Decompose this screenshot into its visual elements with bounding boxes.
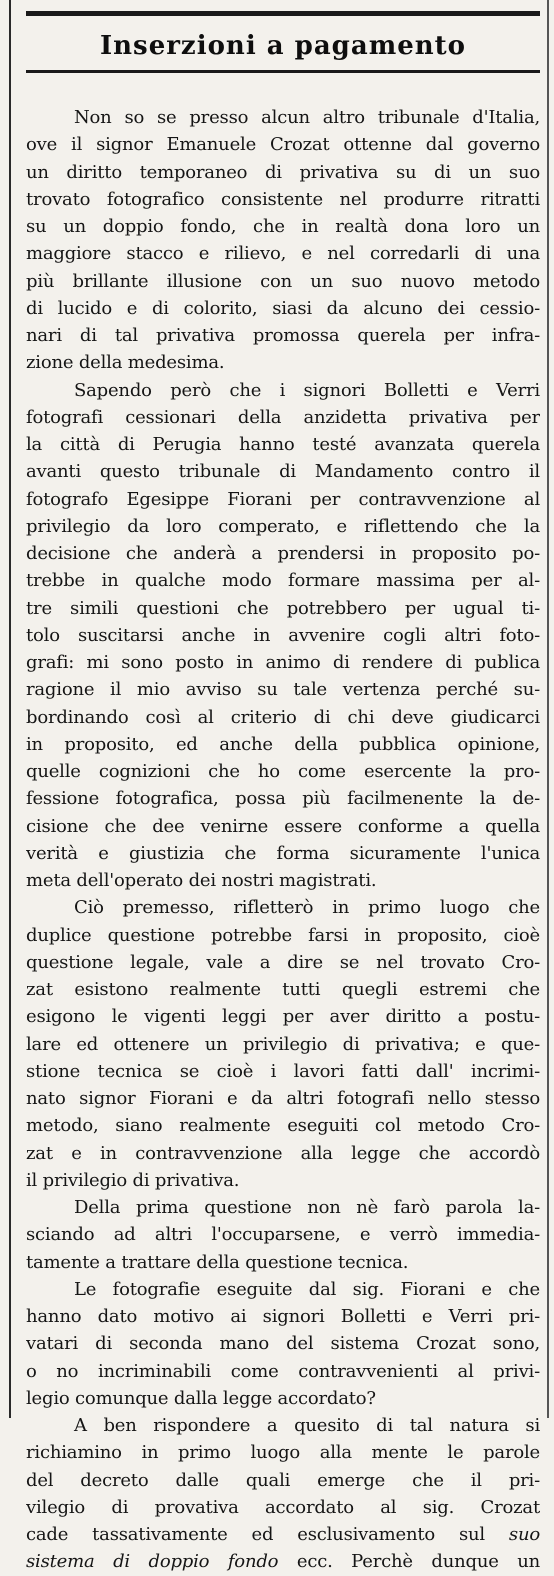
text-segment: maggiore stacco e rilievo, e nel corredarli di una bbox=[26, 243, 540, 265]
text-segment: meta dell'operato dei nostri magistrati. bbox=[26, 870, 377, 891]
text-line bbox=[26, 1494, 540, 1521]
text-line bbox=[26, 1140, 540, 1167]
text-segment: ove il signor Emanuele Crozat ottenne dal governo bbox=[26, 134, 540, 156]
text-line bbox=[26, 1085, 540, 1112]
column-rule-right bbox=[547, 0, 549, 1418]
text-segment: nari di tal privativa promossa querela per infra- bbox=[26, 325, 540, 346]
text-segment: Le fotografie eseguite dal sig. Fiorani e che bbox=[74, 1278, 540, 1300]
text-line bbox=[26, 322, 540, 349]
text-line bbox=[26, 1276, 540, 1303]
text-segment: tolo suscitarsi anche in avvenire cogli altri foto- bbox=[26, 624, 540, 646]
text-segment: nato signor Fiorani e da altri fotografi nello stesso bbox=[26, 1088, 540, 1109]
text-line bbox=[26, 1058, 540, 1085]
text-line bbox=[26, 1548, 540, 1575]
text-segment: metodo, siano realmente eseguiti col metodo Cro- bbox=[26, 1115, 540, 1137]
text-line bbox=[26, 976, 540, 1003]
text-segment: avanti questo tribunale di Mandamento contro il bbox=[26, 461, 540, 483]
text-segment: questione legale, vale a dire se nel trovato Cro- bbox=[26, 951, 540, 973]
text-segment: zat esistono realmente tutti quegli estremi che bbox=[26, 979, 540, 1000]
text-line bbox=[26, 1412, 540, 1439]
text-line bbox=[26, 731, 540, 758]
text-segment: la città di Perugia hanno testé avanzata querela bbox=[26, 434, 540, 455]
text-line bbox=[26, 1439, 540, 1466]
text-segment: fotografi cessionari della anzidetta privativa per bbox=[26, 406, 540, 428]
text-line bbox=[26, 377, 540, 404]
text-line bbox=[26, 867, 540, 894]
text-segment: bordinando così al criterio di chi deve giudicarci bbox=[26, 706, 540, 728]
text-line bbox=[26, 1330, 540, 1357]
text-segment: tre simili questioni che potrebbero per ugual ti- bbox=[26, 597, 540, 619]
column-rule-left bbox=[9, 0, 11, 1418]
text-segment: un diritto temporaneo di privativa su di un suo bbox=[26, 161, 540, 183]
text-segment: il privilegio di privativa. bbox=[26, 1169, 240, 1191]
text-line bbox=[26, 159, 540, 186]
text-line bbox=[26, 949, 540, 976]
text-line bbox=[26, 894, 540, 921]
text-line bbox=[26, 1303, 540, 1330]
text-segment: richiamino in primo luogo alla mente le parole bbox=[26, 1442, 540, 1464]
text-line bbox=[26, 486, 540, 513]
text-segment: Non so se presso alcun altro tribunale d'Italia, bbox=[74, 107, 540, 128]
text-segment: verità e giustizia che forma sicuramente l'unica bbox=[26, 842, 540, 864]
text-segment: ragione il mio avviso su tale vertenza perché su- bbox=[26, 679, 540, 701]
text-line bbox=[26, 268, 540, 295]
italic-text: suo bbox=[508, 1524, 540, 1545]
text-segment: trebbe in qualche modo formare massima per al- bbox=[26, 570, 540, 592]
text-segment: su un doppio fondo, che in realtà dona loro un bbox=[26, 216, 540, 237]
text-segment: vilegio di provativa accordato al sig. Crozat bbox=[26, 1496, 540, 1518]
text-segment: duplice questione potrebbe farsi in proposito, cioè bbox=[26, 924, 540, 946]
text-line bbox=[26, 758, 540, 785]
text-segment: decisione che anderà a prendersi in proposito po- bbox=[26, 543, 540, 564]
text-segment: più brillante illusione con un suo nuovo metodo bbox=[26, 270, 540, 292]
italic-text: sistema di doppio fondo bbox=[26, 1551, 279, 1573]
text-line bbox=[26, 622, 540, 649]
text-segment: ecc. Perchè dunque un bbox=[278, 1551, 540, 1573]
text-segment: legio comunque dalla legge accordato? bbox=[26, 1387, 376, 1409]
text-segment: A ben rispondere a quesito di tal natura si bbox=[74, 1415, 540, 1436]
text-line bbox=[26, 649, 540, 676]
text-segment: Della prima questione non nè farò parola la- bbox=[74, 1197, 540, 1218]
text-line bbox=[26, 922, 540, 949]
text-segment: lare ed ottenere un privilegio di privativa; e que- bbox=[26, 1033, 540, 1055]
text-segment: zat e in contravvenzione alla legge che accordò bbox=[26, 1142, 540, 1164]
text-line bbox=[26, 404, 540, 431]
text-line bbox=[26, 349, 540, 376]
text-segment: trovato fotografico consistente nel produrre ritratti bbox=[26, 188, 540, 210]
text-line bbox=[26, 1358, 540, 1385]
section-heading: Inserzioni a pagamento bbox=[99, 31, 467, 61]
text-segment: o no incriminabili come contravvenienti al privi- bbox=[26, 1360, 540, 1382]
text-line bbox=[26, 186, 540, 213]
text-segment: Ciò premesso, rifletterò in primo luogo che bbox=[74, 897, 540, 919]
text-line bbox=[26, 1167, 540, 1194]
text-segment: privilegio da loro comperato, e riflettendo che la bbox=[26, 515, 540, 537]
heading-rule-bottom bbox=[26, 70, 540, 73]
text-segment: vatari di seconda mano del sistema Crozat sono, bbox=[26, 1333, 540, 1355]
text-line bbox=[26, 431, 540, 458]
text-segment: del decreto dalle quali emerge che il pri- bbox=[26, 1469, 540, 1491]
text-segment: cisione che dee venirne essere conforme a quella bbox=[26, 815, 540, 837]
text-line bbox=[26, 458, 540, 485]
text-line bbox=[26, 1031, 540, 1058]
text-line bbox=[26, 240, 540, 267]
text-line bbox=[26, 813, 540, 840]
article-body bbox=[26, 104, 540, 1576]
text-segment: di lucido e di colorito, siasi da alcuno dei cessio- bbox=[26, 297, 540, 319]
text-segment: tamente a trattare della questione tecnica. bbox=[26, 1251, 409, 1273]
text-line bbox=[26, 840, 540, 867]
text-line bbox=[26, 1385, 540, 1412]
text-segment: sciando ad altri l'occuparsene, e verrò immedia- bbox=[26, 1224, 540, 1246]
text-segment: hanno dato motivo ai signori Bolletti e Verri pri- bbox=[26, 1306, 540, 1327]
text-segment: grafi: mi sono posto in animo di rendere di publica bbox=[26, 652, 540, 673]
text-segment: fotografo Egesippe Fiorani per contravvenzione al bbox=[26, 488, 540, 510]
text-segment: esigono le vigenti leggi per aver diritto a postu- bbox=[26, 1006, 540, 1028]
text-segment: Sapendo però che i signori Bolletti e Verri bbox=[74, 379, 540, 401]
text-line bbox=[26, 1112, 540, 1139]
text-line bbox=[26, 676, 540, 703]
text-line bbox=[26, 1194, 540, 1221]
text-line bbox=[26, 131, 540, 158]
text-line bbox=[26, 104, 540, 131]
heading-rule-top bbox=[26, 11, 540, 16]
text-line bbox=[26, 1467, 540, 1494]
text-line bbox=[26, 1003, 540, 1030]
text-line bbox=[26, 567, 540, 594]
text-line bbox=[26, 785, 540, 812]
text-line bbox=[26, 595, 540, 622]
text-line bbox=[26, 1249, 540, 1276]
text-segment: zione della medesima. bbox=[26, 352, 225, 374]
text-segment: fessione fotografica, possa più facilmenente la de- bbox=[26, 788, 540, 810]
text-line bbox=[26, 704, 540, 731]
text-segment: quelle cognizioni che ho come esercente la pro- bbox=[26, 761, 540, 782]
text-line bbox=[26, 540, 540, 567]
text-line bbox=[26, 1521, 540, 1548]
text-line bbox=[26, 513, 540, 540]
text-segment: stione tecnica se cioè i lavori fatti dall' incrimi- bbox=[26, 1060, 540, 1082]
text-line bbox=[26, 213, 540, 240]
text-segment: in proposito, ed anche della pubblica opinione, bbox=[26, 733, 540, 755]
text-line bbox=[26, 295, 540, 322]
text-line bbox=[26, 1221, 540, 1248]
text-segment: cade tassativamente ed esclusivamento sul bbox=[26, 1524, 509, 1545]
